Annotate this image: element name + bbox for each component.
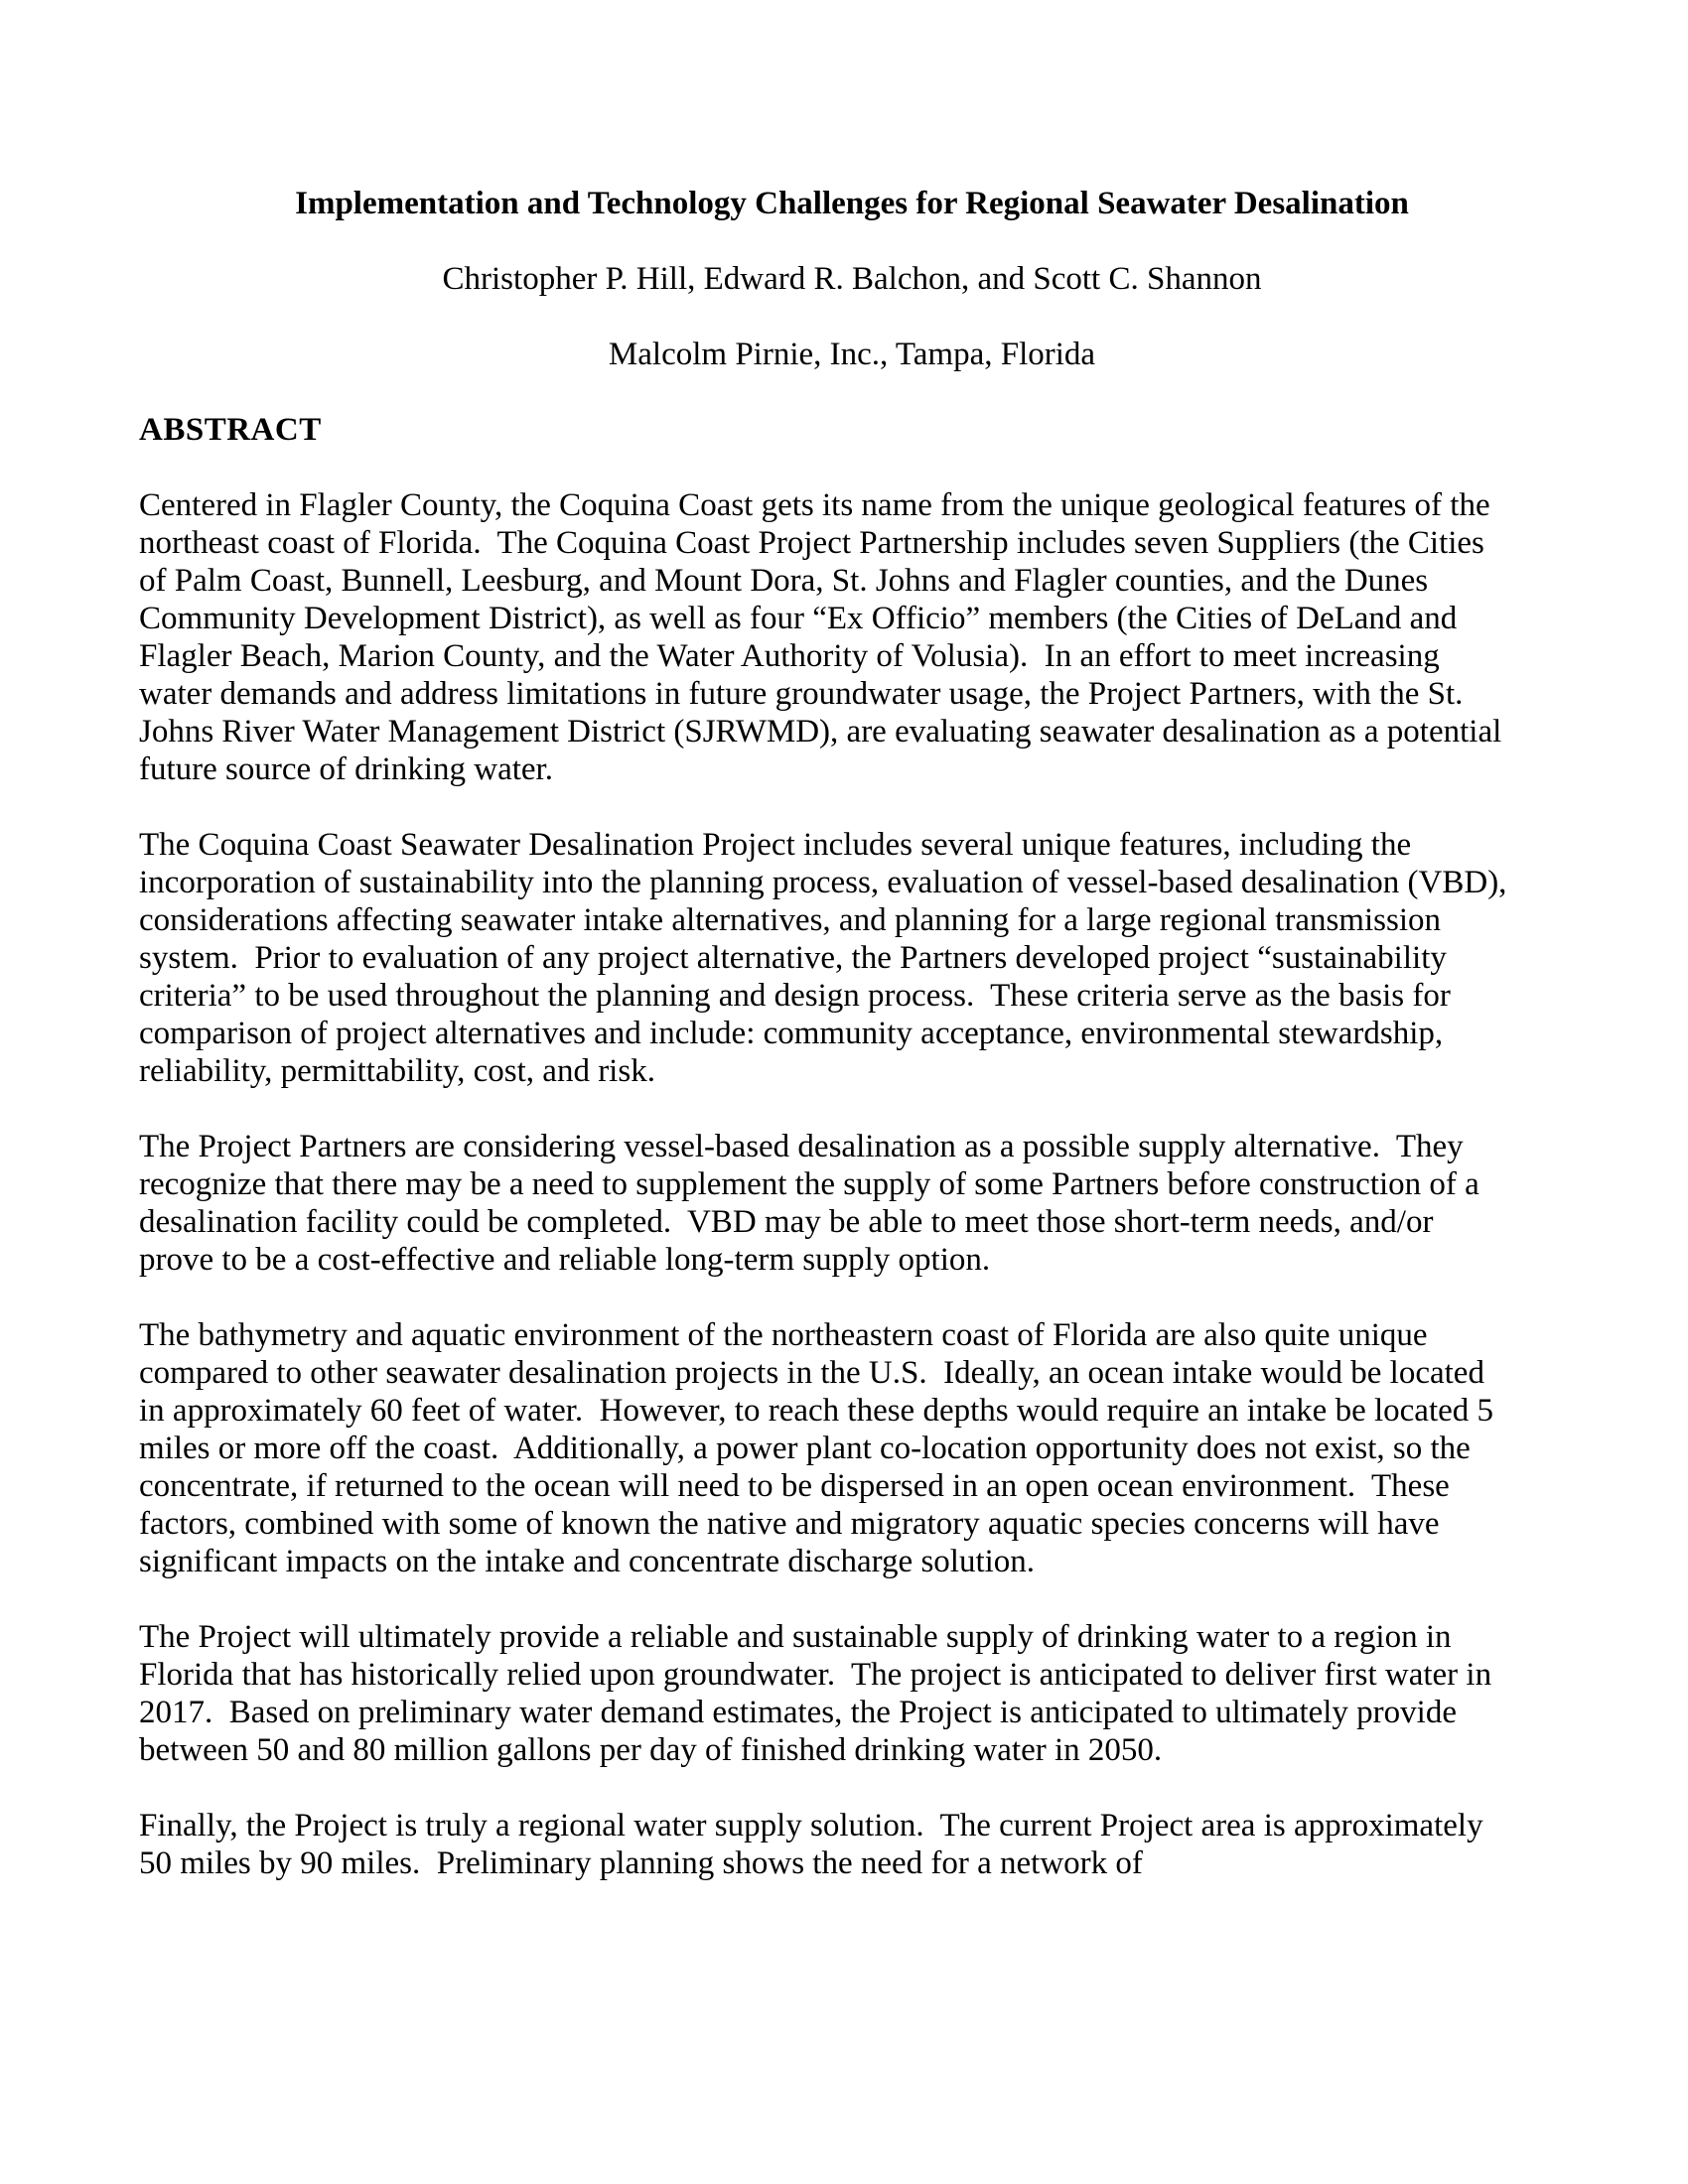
abstract-paragraph: Centered in Flagler County, the Coquina Coast gets its name from the unique geological features of the northeast coast of Florida. The Coquina Coast Project Partnership includes seven Suppliers (the Cities of Palm Coast, Bunnell, Leesburg, and Mount Dora, St. Johns and Flagler counties, and the Dunes Community Development District), as well as four “Ex Officio” members (the Cities of DeLand and Flagler Beach, Marion County, and the Water Authority of Volusia). In an effort to meet increasing water demands and address limitations in future groundwater usage, the Project Partners, with the St. Johns River Water Management District (SJRWMD), are evaluating seawater desalination as a potential future source of drinking water.	[139, 487, 1510, 787]
abstract-paragraph: The Project Partners are considering vessel-based desalination as a possible supply alternative. They recognize that there may be a need to supplement the supply of some Partners before construction of a desalination facility could be completed. VBD may be able to meet those short-term needs, and/or prove to be a cost-effective and reliable long-term supply option.	[139, 1129, 1488, 1278]
abstract-paragraph: The bathymetry and aquatic environment of the northeastern coast of Florida are also quite unique compared to other seawater desalination projects in the U.S. Ideally, an ocean intake would be located in approximately 60 feet of water. However, to reach these depths would require an intake be located 5 miles or more off the coast. Additionally, a power plant co-location opportunity does not exist, so the concentrate, if returned to the ocean will need to be dispersed in an open ocean environment. These factors, combined with some of known the native and migratory aquatic species concerns will have significant impacts on the intake and concentrate discharge solution.	[139, 1317, 1502, 1579]
abstract-paragraph: The Project will ultimately provide a reliable and sustainable supply of drinking water to a region in Florida that has historically relied upon groundwater. The project is anticipated to deliver first water in 2017. Based on preliminary water demand estimates, the Project is anticipated to ultimately provide between 50 and 80 million gallons per day of finished drinking water in 2050.	[139, 1619, 1500, 1768]
abstract-paragraph: Finally, the Project is truly a regional water supply solution. The current Project area is approximately 50 miles by 90 miles. Preliminary planning shows the need for a network of	[139, 1808, 1491, 1881]
paper-affiliation: Malcolm Pirnie, Inc., Tampa, Florida	[608, 337, 1096, 372]
paper-authors: Christopher P. Hill, Edward R. Balchon, and Scott C. Shannon	[442, 261, 1262, 297]
abstract-paragraph: The Coquina Coast Seawater Desalination Project includes several unique features, including the incorporation of sustainability into the planning process, evaluation of vessel-based desalination (VBD), considerations affecting seawater intake alternatives, and planning for a large regional transmission system. Prior to evaluation of any project alternative, the Partners developed project “sustainability criteria” to be used throughout the planning and design process. These criteria serve as the basis for comparison of project alternatives and include: community acceptance, environmental stewardship, reliability, permittability, cost, and risk.	[139, 827, 1515, 1089]
paper-title: Implementation and Technology Challenges for Regional Seawater Desalination	[295, 186, 1409, 221]
abstract-heading: ABSTRACT	[139, 412, 322, 448]
